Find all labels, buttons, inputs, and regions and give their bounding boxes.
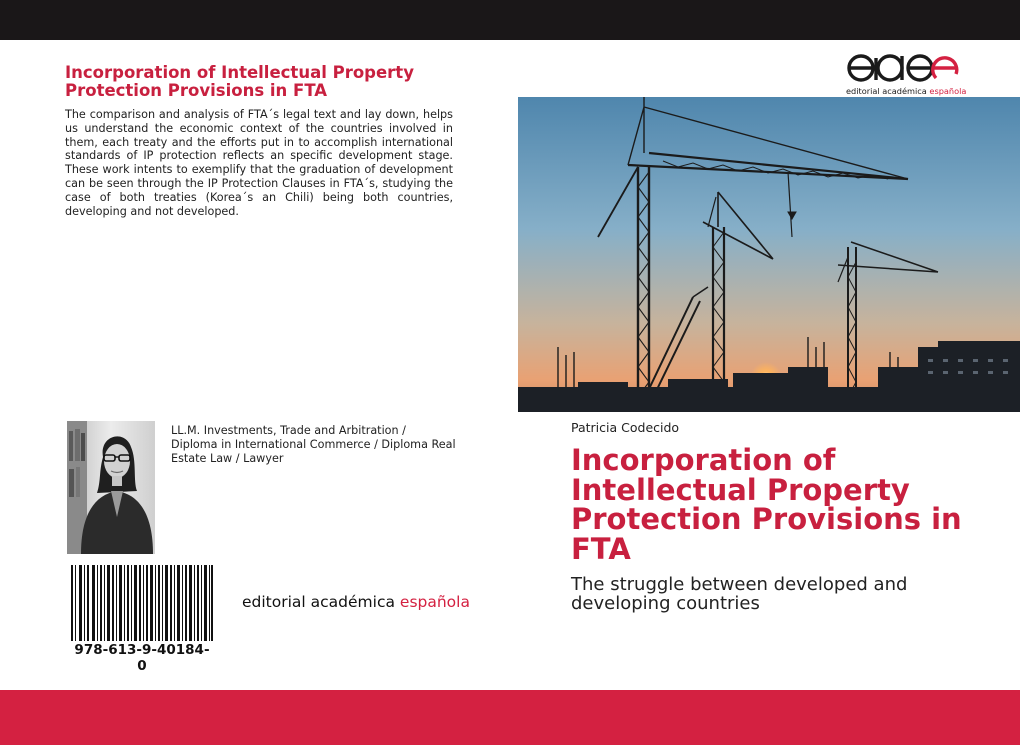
barcode-icon <box>71 565 213 641</box>
bottom-accent-band <box>0 690 1020 745</box>
front-cover-subtitle: The struggle between developed and developing countries <box>571 574 908 614</box>
front-author-name: Patricia Codecido <box>571 420 680 435</box>
isbn-number: 978-613-9-40184-0 <box>74 642 210 674</box>
publisher-name <box>242 593 470 611</box>
front-cover-title: Incorporation of Intellectual Property Protection Provisions in FTA <box>571 443 962 566</box>
logo-caption <box>846 86 966 96</box>
logo-caption-accent: española <box>929 86 967 96</box>
publisher-name-plain: editorial académica <box>242 593 400 611</box>
cover-photo-cranes <box>518 97 1020 412</box>
publisher-name-accent: española <box>399 593 470 611</box>
author-bio: LL.M. Investments, Trade and Arbitration / Diploma in International Commerce / Diploma Real Estate Law / Lawyer <box>171 424 456 465</box>
back-cover-blurb: The comparison and analysis of FTA´s legal text and lay down, helps us understand the economic context of the countries involved in them, each treaty and the efforts put in to accomplish international standards of IP protection reflects an specific development stage. These work intents to exemplify that the graduation of development can be seen through the IP Protection Clauses in FTA´s, studying the case of both treaties (Korea´s an Chili) being both countries, developing and not developed. <box>65 108 453 218</box>
logo-caption-plain: editorial académica <box>846 86 930 96</box>
author-photo <box>67 421 155 554</box>
back-cover-title: Incorporation of Intellectual Property Protection Provisions in FTA <box>65 63 414 100</box>
top-band <box>0 0 1020 40</box>
